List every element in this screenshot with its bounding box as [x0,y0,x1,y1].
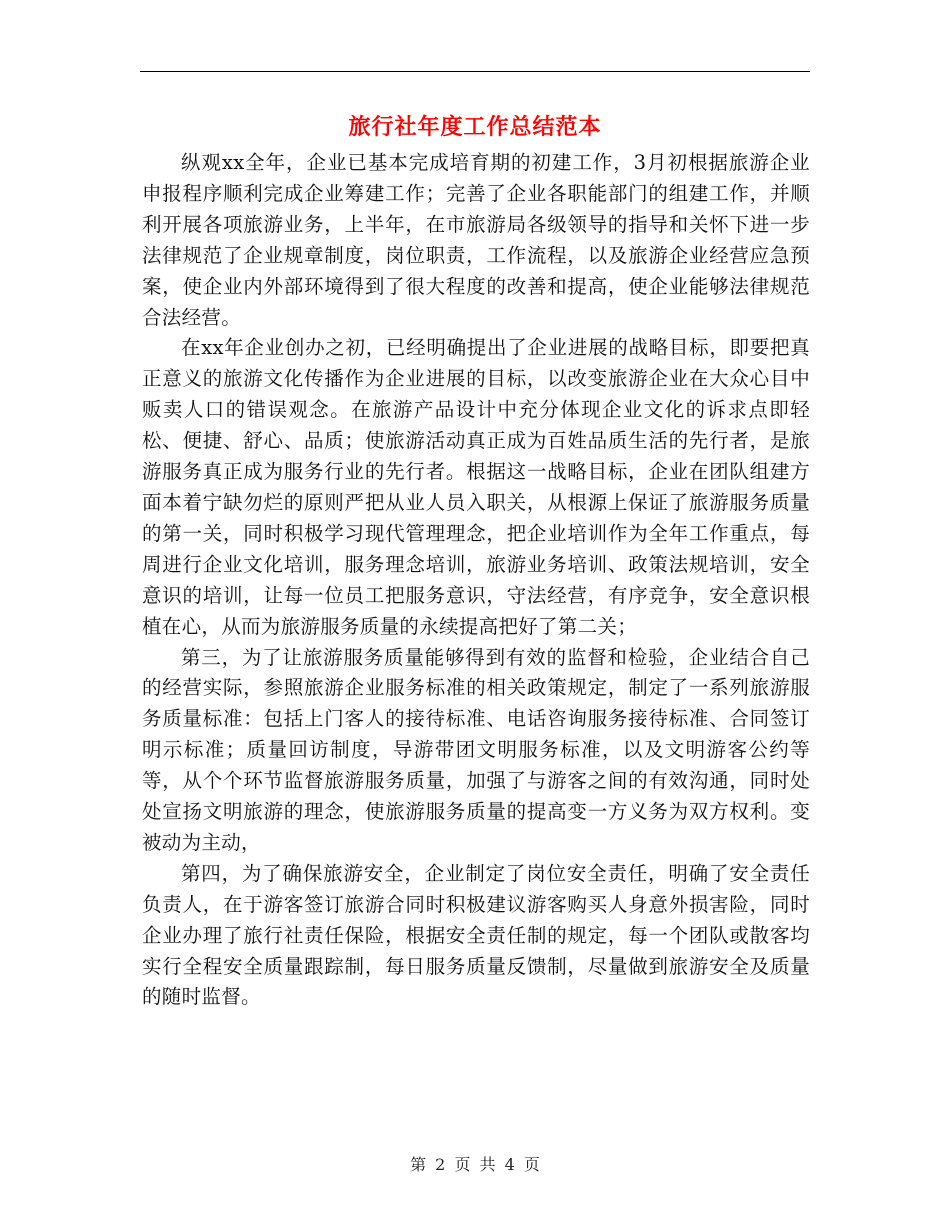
paragraph-4: 第四，为了确保旅游安全，企业制定了岗位安全责任，明确了安全责任负责人，在于游客签订旅游合同时积极建议游客购买人身意外损害险，同时企业办理了旅行社责任保险，根据安全责任制的规定，每一个团队或散客均实行全程安全质量跟踪制，每日服务质量反馈制，尽量做到旅游安全及质量的随时监督。 [142,861,810,1009]
paragraph-3: 第三，为了让旅游服务质量能够得到有效的监督和检验，企业结合自己的经营实际，参照旅游企业服务标准的相关政策规定，制定了一系列旅游服务质量标准：包括上门客人的接待标准、电话咨询服务接待标准、合同签订明示标准；质量回访制度，导游带团文明服务标准，以及文明游客公约等等，从个个环节监督旅游服务质量，加强了与游客之间的有效沟通，同时处处宣扬文明旅游的理念，使旅游服务质量的提高变一方义务为双方权利。变被动为主动， [142,645,810,854]
document-body [142,148,810,1013]
page-number-footer: 第 2 页 共 4 页 [410,1155,540,1174]
header-rule [140,71,810,72]
paragraph-1: 纵观xx全年，企业已基本完成培育期的初建工作，3月初根据旅游企业申报程序顺利完成企业筹建工作；完善了企业各职能部门的组建工作，并顺利开展各项旅游业务，上半年，在市旅游局各级领导的指导和关怀下进一步法律规范了企业规章制度，岗位职责，工作流程，以及旅游企业经营应急预案，使企业内外部环境得到了很大程度的改善和提高，使企业能够法律规范合法经营。 [142,151,810,329]
document-title: 旅行社年度工作总结范本 [348,114,602,140]
paragraph-2: 在xx年企业创办之初，已经明确提出了企业进展的战略目标，即要把真正意义的旅游文化传播作为企业进展的目标，以改变旅游企业在大众心目中贩卖人口的错误观念。在旅游产品设计中充分体现企业文化的诉求点即轻松、便捷、舒心、品质；使旅游活动真正成为百姓品质生活的先行者，是旅游服务真正成为服务行业的先行者。根据这一战略目标，企业在团队组建方面本着宁缺勿烂的原则严把从业人员入职关，从根源上保证了旅游服务质量的第一关，同时积极学习现代管理理念，把企业培训作为全年工作重点，每周进行企业文化培训，服务理念培训，旅游业务培训、政策法规培训，安全意识的培训，让每一位员工把服务意识，守法经营，有序竞争，安全意识根植在心，从而为旅游服务质量的永续提高把好了第二关； [142,336,810,638]
